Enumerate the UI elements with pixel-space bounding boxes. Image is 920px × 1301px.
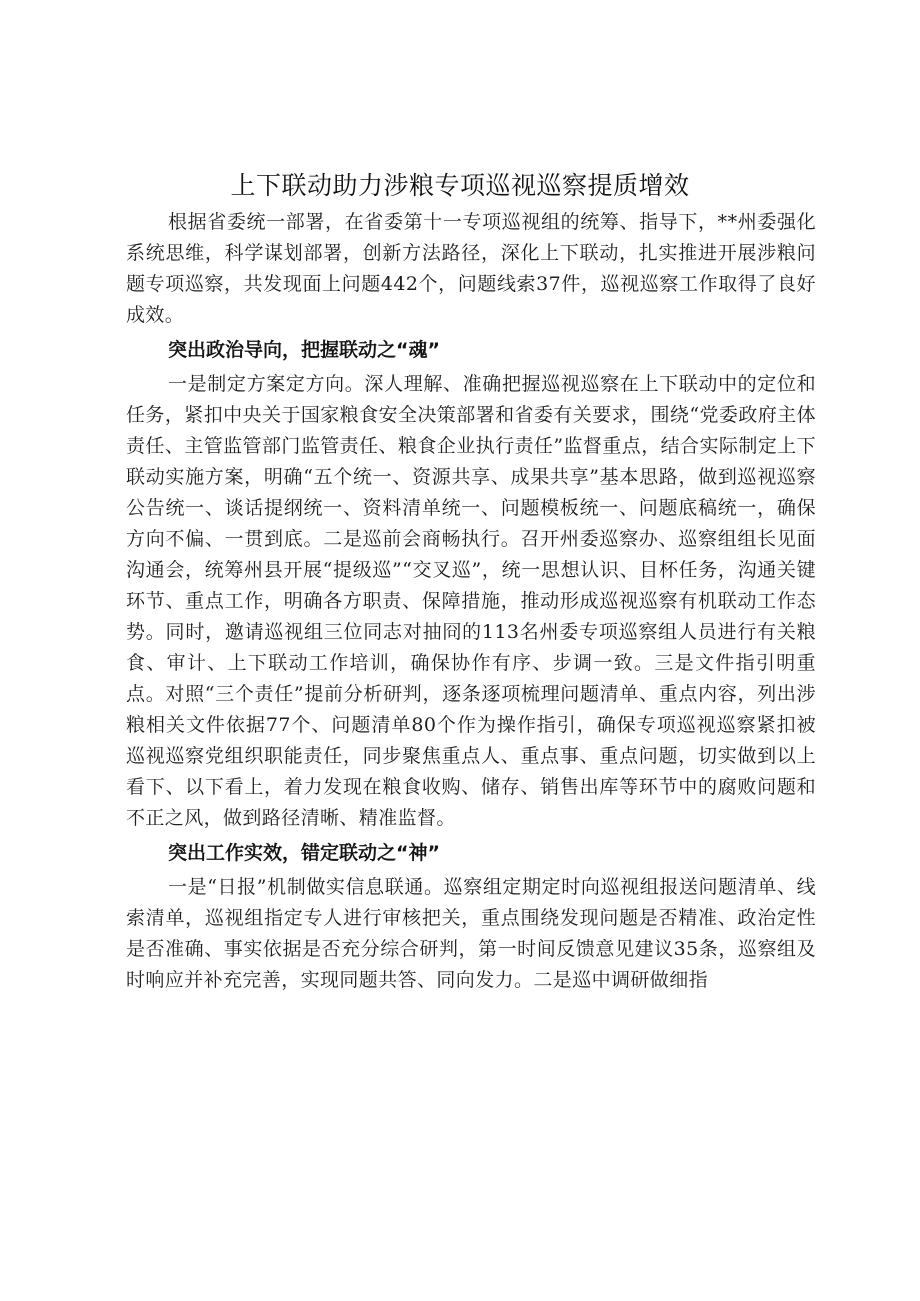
intro-paragraph: 根据省委统一部署，在省委第十一专项巡视组的统筹、指导下，**州委强化系统思维，科学谋划部署，创新方法路径，深化上下联动，扎实推进开展涉粮问题专项巡察，共发现面上问题442个，问题线索37件，巡视巡察工作取得了良好成效。 <box>126 211 816 326</box>
section-heading-work-effectiveness: 突出工作实效，错定联动之“神” <box>168 842 440 864</box>
section-heading-political-orientation: 突出政治导向，把握联动之“魂” <box>168 339 440 361</box>
section-paragraph-work-effectiveness: 一是“日报”机制做实信息联通。巡察组定期定时向巡视组报送问题清单、线索清单，巡视组指定专人进行审核把关，重点围绕发现问题是否精准、政治定性是否准确、事实依据是否充分综合研判，第一时间反馈意见建议35条，巡察组及时响应并补充完善，实现同题共答、同向发力。二是巡中调研做细指 <box>126 876 816 991</box>
document-body <box>126 207 816 996</box>
section-paragraph-political-orientation: 一是制定方案定方向。深人理解、准确把握巡视巡察在上下联动中的定位和任务，紧扣中央关于国家粮食安全决策部署和省委有关要求，围绕“党委政府主体责任、主管监管部门监管责任、粮食企业执行责任”监督重点，结合实际制定上下联动实施方案，明确“五个统一、资源共享、成果共享”基本思路，做到巡视巡察公告统一、谈话提纲统一、资料清单统一、问题模板统一、问题底稿统一，确保方向不偏、一贯到底。二是巡前会商畅执行。召开州委巡察办、巡察组组长见面沟通会，统筹州县开展“提级巡”“交叉巡”，统一思想认识、目杯任务，沟通关键环节、重点工作，明确各方职责、保障措施，推动形成巡视巡察有机联动工作态势。同时，邀请巡视组三位同志对抽冏的113名州委专项巡察组人员进行有关粮食、审计、上下联动工作培训，确保协作有序、步调一致。三是文件指引明重点。对照“三个责任”提前分析研判，逐条逐项梳理问题清单、重点内容，列出涉粮相关文件依据77个、问题清单80个作为操作指引，确保专项巡视巡察紧扣被巡视巡察党组织职能责任，同步聚焦重点人、重点事、重点问题，切实做到以上看下、以下看上，着力发现在粮食收购、储存、销售出库等环节中的腐败问题和不正之风，做到路径清晰、精准监督。 <box>126 373 816 829</box>
page-title: 上下联动助力涉粮专项巡视巡察提质增效 <box>230 171 690 200</box>
